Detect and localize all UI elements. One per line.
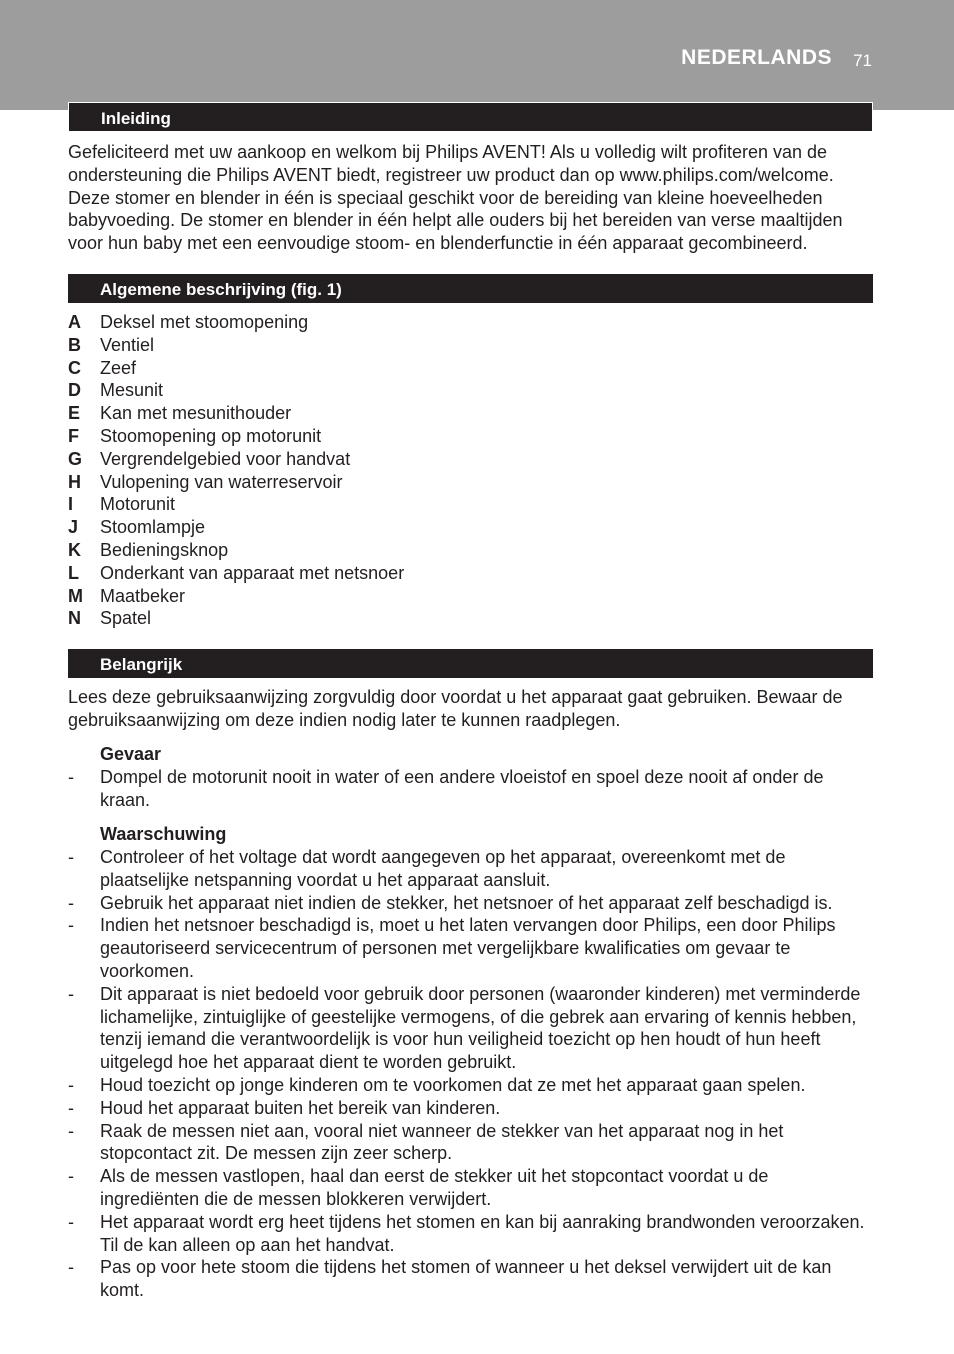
part-label: Spatel: [100, 608, 152, 629]
bullet-item: [68, 1211, 868, 1257]
part-label: Stoomopening op motorunit: [100, 425, 322, 446]
part-letter: A: [68, 312, 81, 332]
part-letter: K: [68, 539, 81, 560]
bullet-text: Dit apparaat is niet bedoeld voor gebruik door personen (waaronder kinderen) met verminderde lichamelijke, zintuiglijke of geestelijke vermogens, of die gebrek aan ervaring of kennis hebben, tenzij iemand die verantwoordelijk is voor hun veiligheid toezicht op hen houdt of hun heeft uitgelegd hoe het apparaat dient te worden gebruikt.: [100, 983, 861, 1073]
bullet-item: [68, 892, 868, 915]
part-item: [68, 425, 404, 448]
bullet-dash: -: [68, 1166, 74, 1187]
bullet-text: Het apparaat wordt erg heet tijdens het stomen en kan bij aanraking brandwonden veroorzaken. Til de kan alleen op aan het handvat.: [100, 1211, 865, 1255]
part-letter: J: [68, 517, 79, 538]
bullet-text: Gebruik het apparaat niet indien de stekker, het netsnoer of het apparaat zelf beschadigd is.: [100, 892, 833, 913]
bullet-item: [68, 1120, 868, 1166]
bullet-item: [68, 983, 868, 1074]
gevaar-heading: Gevaar: [100, 744, 162, 764]
bullet-text: Houd het apparaat buiten het bereik van kinderen.: [100, 1097, 501, 1118]
parts-list: [68, 311, 404, 630]
header-language: NEDERLANDS: [681, 46, 832, 69]
bullet-text: Pas op voor hete stoom die tijdens het stomen of wanneer u het deksel verwijdert uit de kan komt.: [100, 1257, 832, 1301]
intro-paragraph: Gefeliciteerd met uw aankoop en welkom bij Philips AVENT! Als u volledig wilt profiteren van de ondersteuning die Philips AVENT biedt, registreer uw product dan op www.philips.com/welcome. Deze stomer en blender in één is speciaal geschikt voor de bereiding van kleine hoeveelheden babyvoeding. De stomer en blender in één helpt alle ouders bij het bereiden van verse maaltijden voor hun baby met een eenvoudige stoom- en blenderfunctie in één apparaat gecombineerd.: [68, 142, 843, 254]
part-item: [68, 607, 404, 630]
part-item: [68, 585, 404, 608]
part-item: [68, 334, 404, 357]
part-item: [68, 379, 404, 402]
bullet-dash: -: [68, 1211, 74, 1232]
part-label: Maatbeker: [100, 585, 186, 606]
bullet-dash: -: [68, 1120, 74, 1141]
belangrijk-intro-paragraph: Lees deze gebruiksaanwijzing zorgvuldig door voordat u het apparaat gaat gebruiken. Bewaar de gebruiksaanwijzing om deze indien nodig later te kunnen raadplegen.: [68, 687, 843, 730]
part-letter: M: [68, 585, 83, 606]
bullet-item: [68, 1165, 868, 1211]
part-letter: I: [68, 494, 74, 515]
bullet-text: Raak de messen niet aan, vooral niet wanneer de stekker van het apparaat nog in het stopcontact zit. De messen zijn zeer scherp.: [100, 1120, 784, 1164]
bullet-item: [68, 1097, 868, 1120]
part-letter: L: [68, 562, 79, 583]
part-letter: B: [68, 334, 81, 355]
bullet-item: [68, 914, 868, 982]
part-label: Deksel met stoomopening: [100, 312, 309, 332]
part-label: Motorunit: [100, 494, 176, 515]
part-label: Mesunit: [100, 380, 164, 401]
part-label: Zeef: [100, 357, 137, 378]
bullet-dash: -: [68, 892, 74, 913]
bullet-item: [68, 1074, 868, 1097]
part-label: Stoomlampje: [100, 517, 206, 538]
part-item: [68, 562, 404, 585]
bullet-text: Indien het netsnoer beschadigd is, moet u het laten vervangen door Philips, een door Philips geautoriseerd servicecentrum of personen met vergelijkbare kwalificaties om gevaar te voorkomen.: [100, 915, 836, 981]
bullet-text: Controleer of het voltage dat wordt aangegeven op het apparaat, overeenkomt met de plaatselijke netspanning voordat u het apparaat aansluit.: [100, 847, 786, 890]
part-label: Ventiel: [100, 334, 155, 355]
waarschuwing-list: [68, 846, 868, 1302]
bullet-text: Dompel de motorunit nooit in water of een andere vloeistof en spoel deze nooit af onder de kraan.: [100, 767, 824, 810]
part-item: [68, 357, 404, 380]
part-letter: C: [68, 357, 81, 378]
gevaar-list: [68, 766, 868, 812]
part-item: [68, 493, 404, 516]
waarschuwing-heading: Waarschuwing: [100, 824, 227, 844]
part-item: [68, 448, 404, 471]
part-item: [68, 539, 404, 562]
part-label: Kan met mesunithouder: [100, 403, 292, 424]
part-letter: H: [68, 471, 81, 492]
bullet-text: Houd toezicht op jonge kinderen om te voorkomen dat ze met het apparaat gaan spelen.: [100, 1074, 806, 1095]
page-number: 71: [853, 51, 872, 70]
section-heading-algemeen: Algemene beschrijving (fig. 1): [68, 274, 873, 303]
part-label: Vulopening van waterreservoir: [100, 471, 343, 492]
part-item: [68, 402, 404, 425]
part-letter: E: [68, 403, 81, 424]
bullet-dash: -: [68, 915, 74, 936]
bullet-item: [68, 846, 868, 892]
bullet-dash: -: [68, 847, 74, 867]
bullet-item: [68, 766, 868, 812]
part-label: Bedieningsknop: [100, 539, 229, 560]
part-label: Vergrendelgebied voor handvat: [100, 448, 351, 469]
bullet-dash: -: [68, 983, 74, 1004]
section-heading-belangrijk: Belangrijk: [68, 649, 873, 678]
bullet-dash: -: [68, 1074, 74, 1095]
bullet-item: [68, 1256, 868, 1302]
section-heading-inleiding: Inleiding: [68, 102, 873, 132]
bullet-dash: -: [68, 1257, 74, 1278]
bullet-dash: -: [68, 1097, 74, 1118]
part-letter: F: [68, 425, 79, 446]
part-letter: N: [68, 608, 81, 629]
part-item: [68, 516, 404, 539]
part-item: [68, 311, 404, 334]
part-letter: D: [68, 380, 81, 401]
part-label: Onderkant van apparaat met netsnoer: [100, 562, 405, 583]
bullet-dash: -: [68, 767, 74, 787]
part-letter: G: [68, 448, 83, 469]
part-item: [68, 471, 404, 494]
bullet-text: Als de messen vastlopen, haal dan eerst de stekker uit het stopcontact voordat u de ingrediënten die de messen blokkeren verwijdert.: [100, 1166, 769, 1209]
